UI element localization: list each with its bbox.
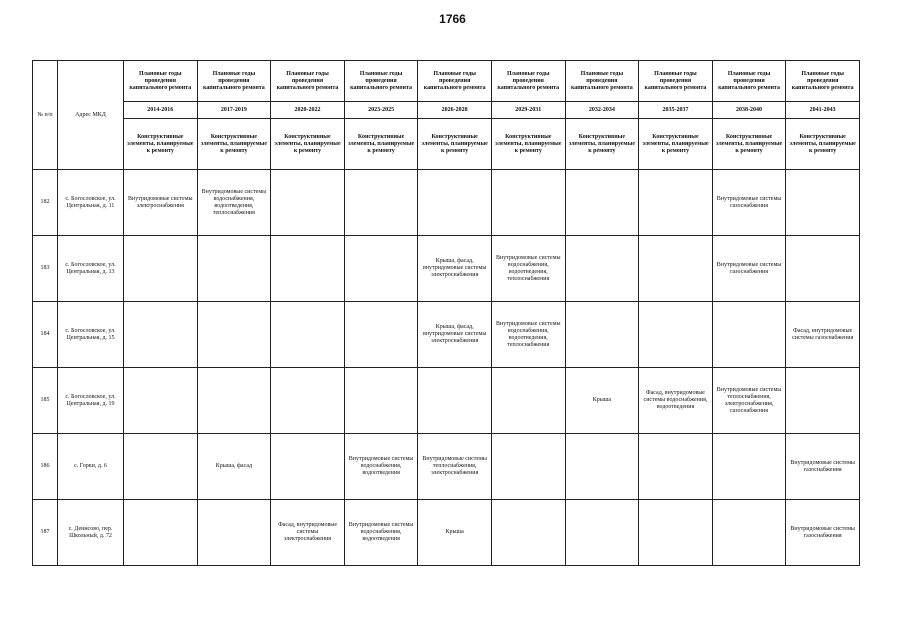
header-row-years	[33, 102, 860, 119]
header-plan: Плановые годы проведения капитального ремонта	[639, 61, 713, 102]
row-address: с. Богословское, ул. Центральная, д. 15	[58, 302, 124, 368]
repair-cell	[712, 302, 786, 368]
repair-cell	[124, 236, 198, 302]
header-plan: Плановые годы проведения капитального ремонта	[491, 61, 565, 102]
repair-cell: Внутридомовые системы теплоснабжения, электроснабжения	[418, 434, 492, 500]
repair-cell	[565, 236, 639, 302]
header-years: 2026-2028	[418, 102, 492, 119]
repair-cell	[197, 368, 271, 434]
repair-cell: Внутридомовые системы водоснабжения, водоотведения, теплоснабжения	[491, 236, 565, 302]
repair-cell: Внутридомовые системы газоснабжения	[712, 170, 786, 236]
header-plan: Плановые годы проведения капитального ремонта	[197, 61, 271, 102]
row-number: 185	[33, 368, 58, 434]
header-elements: Конструктивные элементы, планируемые к ремонту	[712, 119, 786, 170]
header-plan: Плановые годы проведения капитального ремонта	[271, 61, 345, 102]
row-number: 184	[33, 302, 58, 368]
repair-cell	[639, 500, 713, 566]
repair-cell	[271, 368, 345, 434]
row-number: 187	[33, 500, 58, 566]
repair-cell: Внутридомовые системы водоснабжения, водоотведения, теплоснабжения	[491, 302, 565, 368]
repair-cell	[271, 170, 345, 236]
header-elements: Конструктивные элементы, планируемые к ремонту	[124, 119, 198, 170]
repair-cell: Внутридомовые системы водоснабжения, водоотведения, теплоснабжения	[197, 170, 271, 236]
header-elements: Конструктивные элементы, планируемые к ремонту	[271, 119, 345, 170]
repair-cell: Фасад, внутридомовые системы электроснабжения	[271, 500, 345, 566]
table-row	[33, 368, 860, 434]
header-num: № п/п	[33, 61, 58, 170]
repair-cell	[418, 368, 492, 434]
repair-cell	[344, 236, 418, 302]
repair-cell: Внутридомовые системы теплоснабжения, электроснабжения, газоснабжения	[712, 368, 786, 434]
page-number: 1766	[439, 12, 466, 26]
header-years: 2014-2016	[124, 102, 198, 119]
repair-cell	[124, 500, 198, 566]
header-years: 2041-2043	[786, 102, 860, 119]
capital-repair-table	[32, 60, 860, 566]
repair-cell	[197, 236, 271, 302]
header-elements: Конструктивные элементы, планируемые к ремонту	[491, 119, 565, 170]
repair-cell	[639, 170, 713, 236]
repair-cell: Внутридомовые системы газоснабжения	[786, 434, 860, 500]
repair-cell: Внутридомовые системы электроснабжения	[124, 170, 198, 236]
header-elements: Конструктивные элементы, планируемые к ремонту	[786, 119, 860, 170]
row-address: с. Богословское, ул. Центральная, д. 19	[58, 368, 124, 434]
repair-cell	[565, 302, 639, 368]
repair-cell: Внутридомовые системы водоснабжения, водоотведения	[344, 500, 418, 566]
repair-cell	[639, 434, 713, 500]
repair-cell: Фасад, внутридомовые системы газоснабжения	[786, 302, 860, 368]
repair-cell	[491, 170, 565, 236]
repair-cell: Крыша	[418, 500, 492, 566]
header-years: 2032-2034	[565, 102, 639, 119]
header-address: Адрес МКД	[58, 61, 124, 170]
header-years: 2038-2040	[712, 102, 786, 119]
repair-cell: Внутридомовые системы водоснабжения, водоотведения	[344, 434, 418, 500]
repair-cell	[491, 500, 565, 566]
repair-cell	[565, 170, 639, 236]
repair-cell	[491, 434, 565, 500]
repair-cell: Внутридомовые системы газоснабжения	[712, 236, 786, 302]
repair-cell: Крыша, фасад, внутридомовые системы электроснабжения	[418, 302, 492, 368]
repair-cell	[712, 434, 786, 500]
header-plan: Плановые годы проведения капитального ремонта	[565, 61, 639, 102]
repair-cell	[639, 236, 713, 302]
row-address: с. Денисово, пер. Школьный, д. 72	[58, 500, 124, 566]
repair-cell	[344, 170, 418, 236]
repair-cell	[565, 500, 639, 566]
header-elements: Конструктивные элементы, планируемые к ремонту	[418, 119, 492, 170]
repair-cell	[197, 500, 271, 566]
repair-cell	[418, 170, 492, 236]
header-years: 2035-2037	[639, 102, 713, 119]
header-elements: Конструктивные элементы, планируемые к ремонту	[197, 119, 271, 170]
row-address: с. Богословское, ул. Центральная, д. 13	[58, 236, 124, 302]
row-address: с. Богословское, ул. Центральная, д. 11	[58, 170, 124, 236]
repair-cell	[344, 302, 418, 368]
table-row	[33, 236, 860, 302]
row-address: с. Горки, д. 6	[58, 434, 124, 500]
repair-cell: Крыша	[565, 368, 639, 434]
table-row	[33, 434, 860, 500]
table-row	[33, 170, 860, 236]
header-row-plan	[33, 61, 860, 102]
header-plan: Плановые годы проведения капитального ремонта	[124, 61, 198, 102]
header-years: 2020-2022	[271, 102, 345, 119]
repair-cell	[271, 236, 345, 302]
header-plan: Плановые годы проведения капитального ремонта	[344, 61, 418, 102]
header-years: 2029-2031	[491, 102, 565, 119]
repair-cell	[124, 368, 198, 434]
repair-cell	[124, 434, 198, 500]
repair-cell	[786, 170, 860, 236]
repair-cell	[712, 500, 786, 566]
repair-cell	[197, 302, 271, 368]
row-number: 183	[33, 236, 58, 302]
repair-cell	[271, 434, 345, 500]
repair-cell: Внутридомовые системы газоснабжения	[786, 500, 860, 566]
row-number: 182	[33, 170, 58, 236]
header-plan: Плановые годы проведения капитального ремонта	[418, 61, 492, 102]
header-years: 2023-2025	[344, 102, 418, 119]
row-number: 186	[33, 434, 58, 500]
table-row	[33, 302, 860, 368]
repair-cell	[491, 368, 565, 434]
repair-cell	[639, 302, 713, 368]
repair-cell: Крыша, фасад	[197, 434, 271, 500]
repair-cell	[786, 236, 860, 302]
repair-cell	[344, 368, 418, 434]
header-elements: Конструктивные элементы, планируемые к ремонту	[344, 119, 418, 170]
header-plan: Плановые годы проведения капитального ремонта	[712, 61, 786, 102]
header-row-elements	[33, 119, 860, 170]
repair-cell	[271, 302, 345, 368]
repair-cell: Крыша, фасад, внутридомовые системы электроснабжения	[418, 236, 492, 302]
header-elements: Конструктивные элементы, планируемые к ремонту	[639, 119, 713, 170]
header-elements: Конструктивные элементы, планируемые к ремонту	[565, 119, 639, 170]
repair-cell	[124, 302, 198, 368]
repair-cell: Фасад, внутридомовые системы водоснабжения, водоотведения	[639, 368, 713, 434]
header-years: 2017-2019	[197, 102, 271, 119]
repair-cell	[565, 434, 639, 500]
header-plan: Плановые годы проведения капитального ремонта	[786, 61, 860, 102]
repair-cell	[786, 368, 860, 434]
table-row	[33, 500, 860, 566]
